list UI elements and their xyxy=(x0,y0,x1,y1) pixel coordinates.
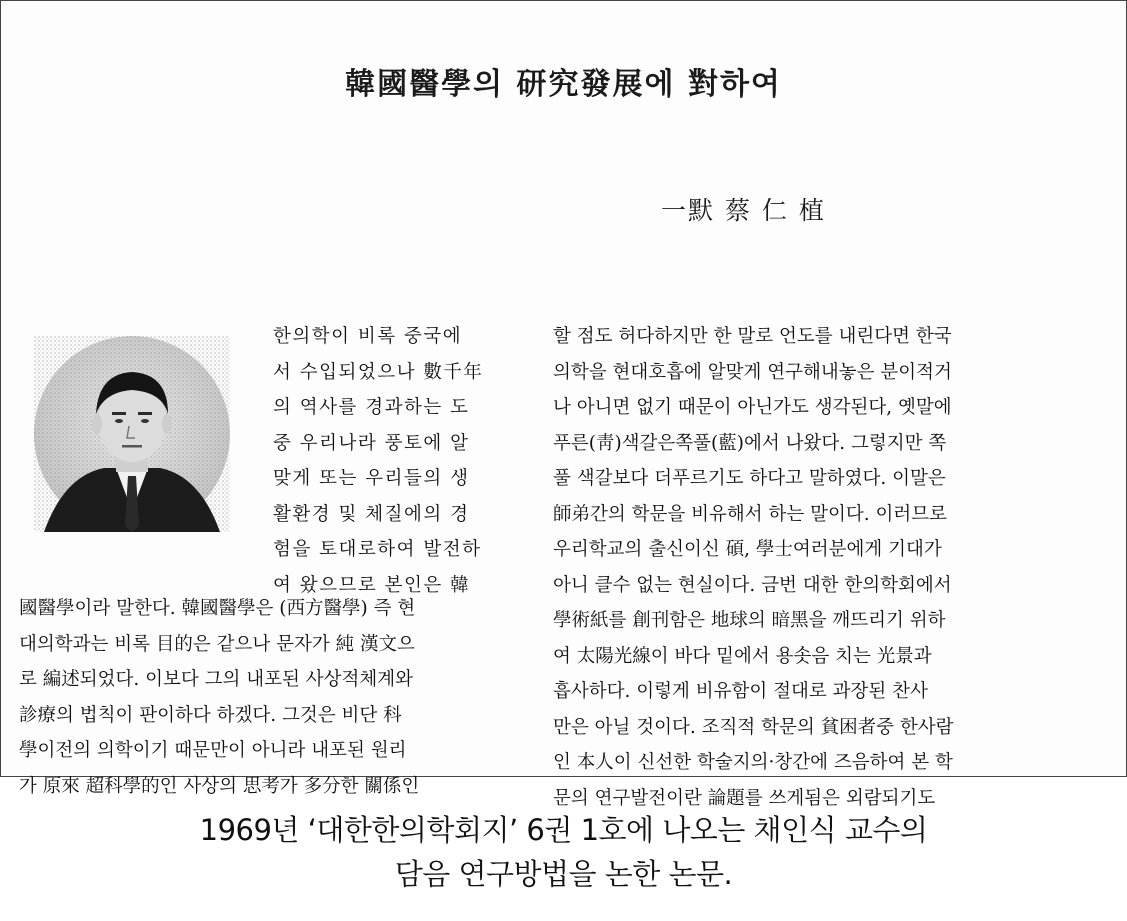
text-line: 푸른(靑)색갈은쪽풀(藍)에서 나왔다. 그렇지만 쪽 xyxy=(553,432,947,454)
text-line: 문의 연구발전이란 論題를 쓰게됨은 외람되기도 xyxy=(553,787,936,809)
text-line: 로 編述되었다. 이보다 그의 내포된 사상적체계와 xyxy=(19,669,413,690)
text-line: 한의학이 비록 중국에 xyxy=(273,326,463,347)
text-line: 아니 클수 없는 현실이다. 금번 대한 한의학회에서 xyxy=(553,574,952,596)
text-line: 의학을 현대호흡에 알맞게 연구해내놓은 분이적거 xyxy=(553,361,952,383)
text-line: 흡사하다. 이렇게 비유함이 절대로 과장된 찬사 xyxy=(553,681,928,702)
text-line: 여 왔으므로 본인은 韓 xyxy=(273,574,471,596)
text-column-left-bottom xyxy=(19,591,519,804)
caption-line-1: 1969년 ‘대한한의학회지’ 6권 1호에 나오는 채인식 교수의 xyxy=(199,813,928,847)
text-line: 의 역사를 경과하는 도 xyxy=(273,397,470,418)
text-line: 할 점도 허다하지만 한 말로 언도를 내린다면 한국 xyxy=(553,326,952,347)
image-caption xyxy=(0,808,1127,896)
author-portrait-photo xyxy=(34,336,230,532)
text-line: 인 本人이 신선한 학술지의·창간에 즈음하여 본 학 xyxy=(553,752,953,773)
text-column-beside-photo xyxy=(273,319,513,603)
text-line: 대의학과는 비록 目的은 같으나 문자가 純 漢文으 xyxy=(19,633,415,655)
text-line: 험을 토대로하여 발전하 xyxy=(273,539,482,560)
text-line: 활환경 및 체질에의 경 xyxy=(273,503,470,525)
text-line: 중 우리나라 풍토에 알 xyxy=(273,432,470,454)
text-line: 學이전의 의학이기 때문만이 아니라 내포된 원리 xyxy=(19,740,407,761)
text-line: 서 수입되었으나 數千年 xyxy=(273,361,484,383)
text-line: 師弟간의 학문을 비유해서 하는 말이다. 이러므로 xyxy=(553,503,947,525)
text-line: 풀 색갈보다 더푸르기도 하다고 말하였다. 이말은 xyxy=(553,468,946,489)
article-title: 韓國醫學의 研究發展에 對하여 xyxy=(345,67,782,102)
text-line: 여 太陽光線이 바다 밑에서 용솟음 치는 光景과 xyxy=(553,645,932,667)
text-line: 가 原來 超科學的인 사상의 思考가 多分한 關係인 xyxy=(19,775,420,797)
portrait-drawing xyxy=(34,336,230,532)
text-line: 學術紙를 創刊함은 地球의 暗黑을 깨뜨리기 위하 xyxy=(553,610,946,631)
article-author: 一默 蔡 仁 植 xyxy=(661,196,826,225)
caption-line-2: 담음 연구방법을 논한 논문. xyxy=(394,857,733,891)
text-line: 診療의 법칙이 판이하다 하겠다. 그것은 비단 科 xyxy=(19,704,402,726)
text-line: 맞게 또는 우리들의 생 xyxy=(273,468,470,489)
text-line: 만은 아닐 것이다. 조직적 학문의 貧困者중 한사람 xyxy=(553,716,954,738)
text-line: 나 아니면 없기 때문이 아닌가도 생각된다, 옛말에 xyxy=(553,397,952,418)
text-column-right xyxy=(553,319,1048,816)
text-line: 國醫學이라 말한다. 韓國醫學은 (西方醫學) 즉 현 xyxy=(19,598,416,619)
text-line: 우리학교의 출신이신 碩, 學士여러분에게 기대가 xyxy=(553,539,942,560)
